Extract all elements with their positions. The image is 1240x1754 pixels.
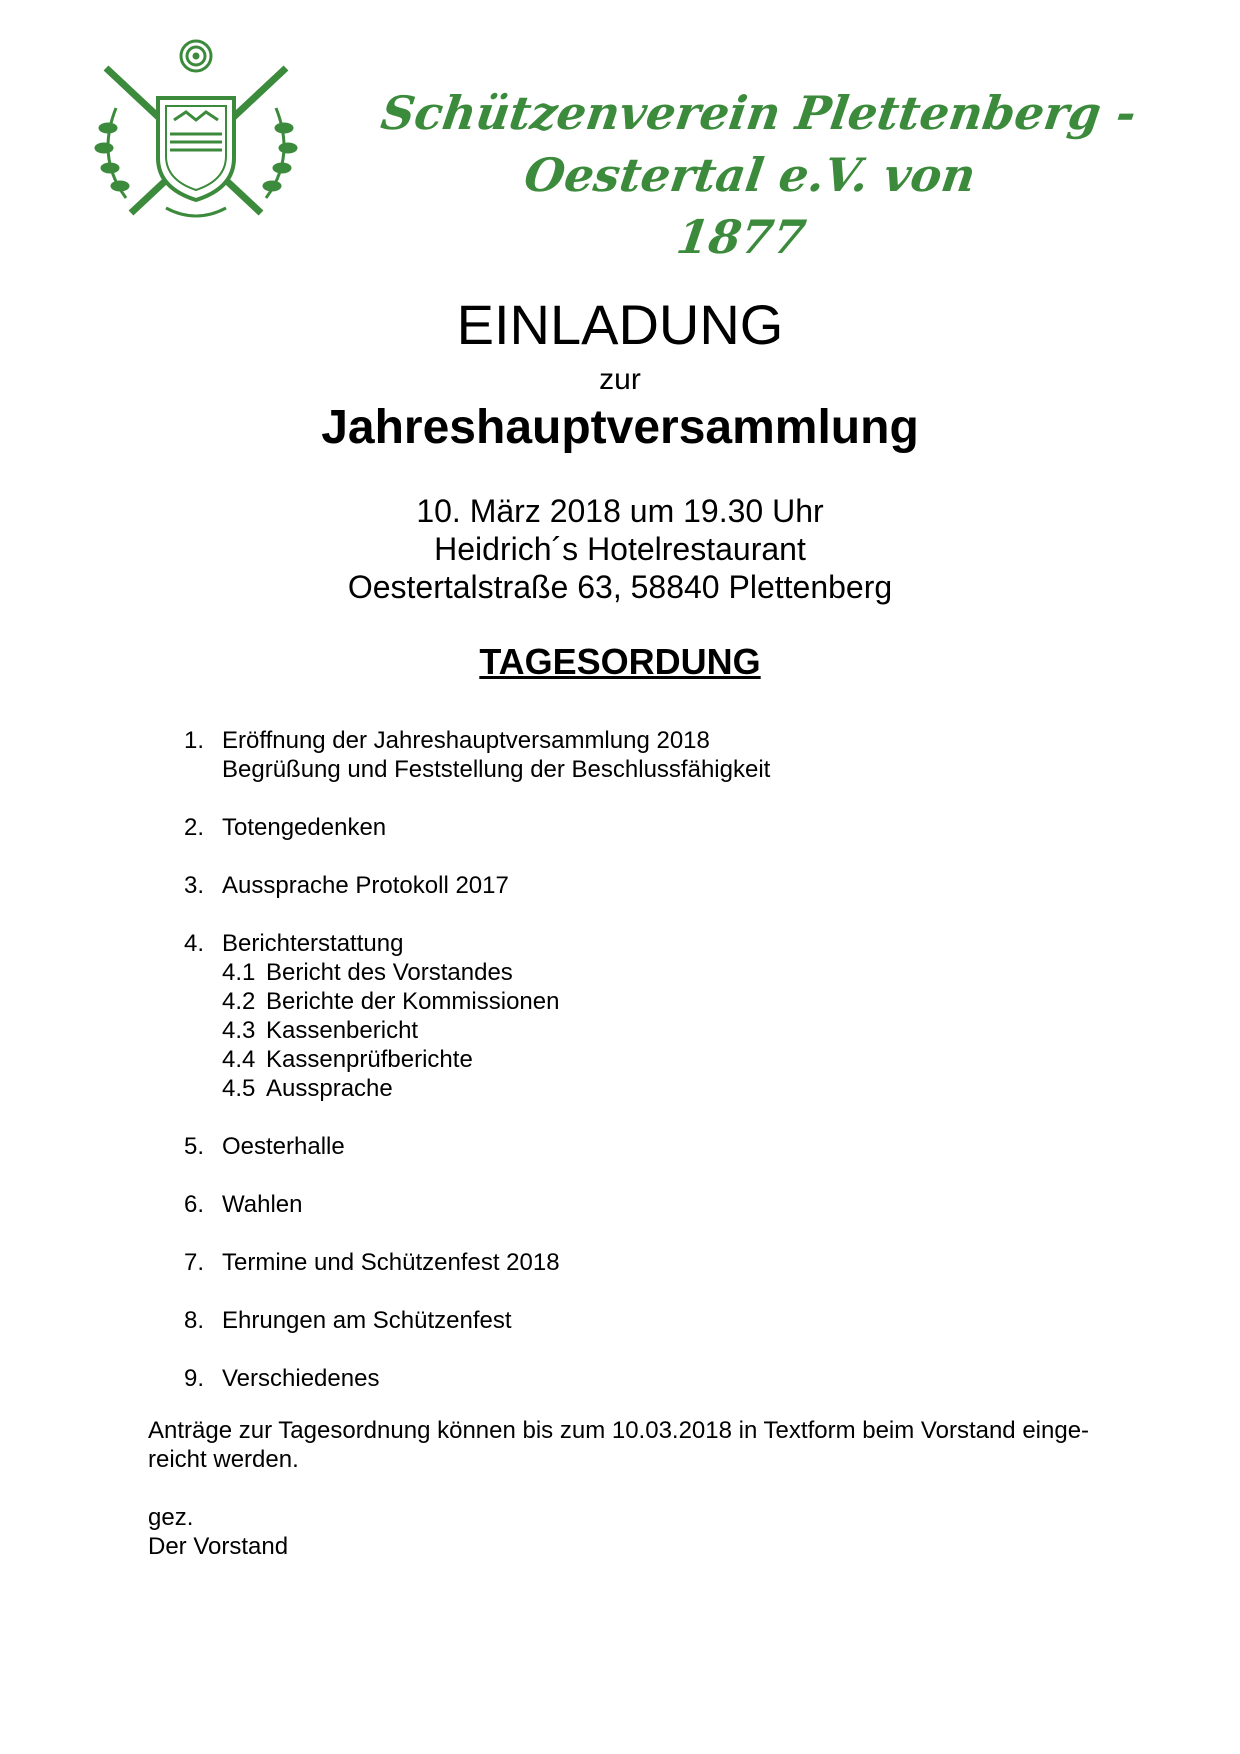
submission-note: [148, 1416, 1148, 1474]
signature-prefix: gez.: [148, 1504, 194, 1531]
agenda-item: [184, 1190, 1144, 1219]
title-connector: zur: [599, 363, 641, 396]
agenda-item-detail: Begrüßung und Feststellung der Beschlussfähigkeit: [222, 756, 771, 783]
agenda-item-number: 9.: [184, 1365, 205, 1392]
meeting-date-time: 10. März 2018 um 19.30 Uhr: [416, 493, 824, 529]
agenda-list: [184, 726, 1144, 1422]
agenda-item: [184, 813, 1144, 842]
agenda-heading: TAGESORDUNG: [479, 641, 761, 682]
agenda-item-text: Aussprache Protokoll 2017: [222, 872, 509, 899]
agenda-subitem: [222, 987, 1144, 1016]
agenda-item: [184, 1248, 1144, 1277]
footer: [148, 1416, 1148, 1561]
agenda-subitem-number: 4.2: [222, 988, 256, 1015]
agenda-item-text: Oesterhalle: [222, 1133, 345, 1160]
agenda-subitem-text: Kassenbericht: [266, 1017, 419, 1044]
agenda-subitem-number: 4.3: [222, 1017, 256, 1044]
club-name-line1: Schützenverein Plettenberg - Oestertal e.V. von: [377, 86, 1140, 202]
document-title: EINLADUNG: [456, 293, 784, 356]
agenda-item-number: 6.: [184, 1191, 205, 1218]
agenda-subitem: [222, 1045, 1144, 1074]
agenda-item-number: 1.: [184, 727, 205, 754]
agenda-item: [184, 726, 1144, 784]
meeting-address: Oestertalstraße 63, 58840 Plettenberg: [347, 569, 893, 605]
agenda-subitem-text: Berichte der Kommissionen: [266, 988, 560, 1015]
agenda-subitem-text: Kassenprüfberichte: [266, 1046, 473, 1073]
agenda-item: [184, 871, 1144, 900]
agenda-subitem: [222, 1074, 1144, 1103]
club-name: [317, 82, 1183, 268]
agenda-item: [184, 1132, 1144, 1161]
event-title: Jahreshauptversammlung: [321, 401, 919, 454]
agenda-item-number: 4.: [184, 930, 205, 957]
meeting-venue: Heidrich´s Hotelrestaurant: [434, 531, 806, 567]
club-name-line2: 1877: [673, 210, 810, 264]
agenda-item-text: Wahlen: [222, 1191, 303, 1218]
agenda-item-text: Eröffnung der Jahreshauptversammlung 2018: [222, 727, 710, 754]
agenda-item-number: 3.: [184, 872, 205, 899]
agenda-subitem: [222, 958, 1144, 987]
agenda-item-number: 8.: [184, 1307, 205, 1334]
agenda-subitem: [222, 1016, 1144, 1045]
agenda-item-text: Termine und Schützenfest 2018: [222, 1249, 560, 1276]
agenda-subitem-number: 4.1: [222, 959, 256, 986]
agenda-item: [184, 1306, 1144, 1335]
submission-note-line2: reicht werden.: [148, 1446, 299, 1473]
agenda-subitem-number: 4.4: [222, 1046, 256, 1073]
agenda-item-text: Totengedenken: [222, 814, 387, 841]
signature: [148, 1503, 1148, 1561]
agenda-item: [184, 929, 1144, 1103]
agenda-subitem-number: 4.5: [222, 1075, 256, 1102]
agenda-item-number: 2.: [184, 814, 205, 841]
agenda-item-number: 7.: [184, 1249, 205, 1276]
agenda-item: [184, 1364, 1144, 1393]
club-logo: [86, 38, 306, 224]
submission-note-line1: Anträge zur Tagesordnung können bis zum 10.03.2018 in Textform beim Vorstand einge-: [148, 1417, 1090, 1444]
agenda-subitem-text: Aussprache: [266, 1075, 393, 1102]
signature-name: Der Vorstand: [148, 1533, 289, 1560]
agenda-item-text: Verschiedenes: [222, 1365, 380, 1392]
meeting-details: [0, 492, 1240, 606]
agenda-item-text: Berichterstattung: [222, 930, 404, 957]
agenda-item-text: Ehrungen am Schützenfest: [222, 1307, 512, 1334]
agenda-subitem-text: Bericht des Vorstandes: [266, 959, 513, 986]
agenda-item-number: 5.: [184, 1133, 205, 1160]
